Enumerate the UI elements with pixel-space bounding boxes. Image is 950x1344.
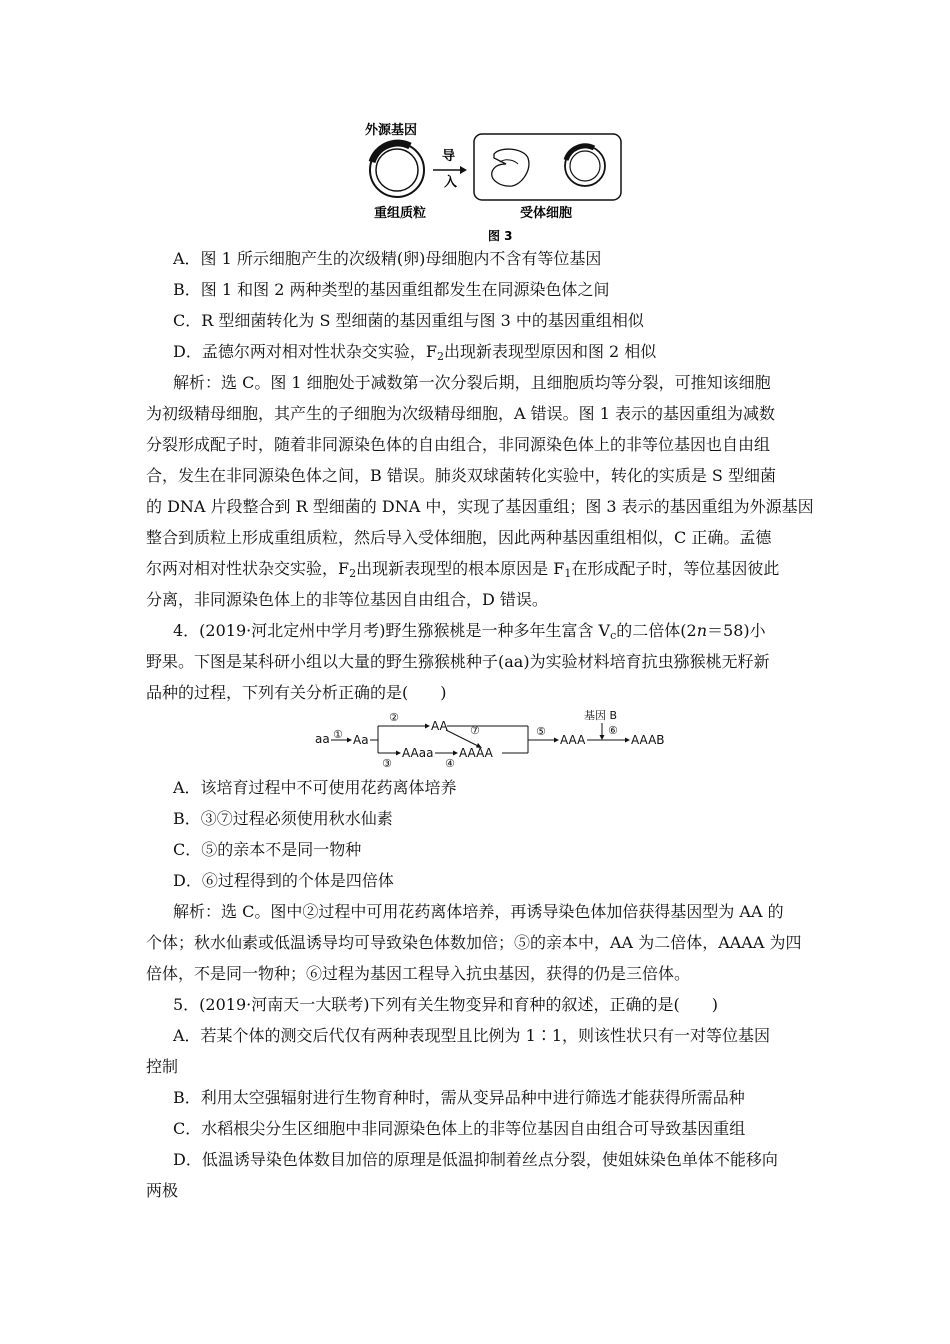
- q3-analysis-line-4: 合，发生在非同源染色体之间，B 错误。肺炎双球菌转化实验中，转化的实质是 S 型细菌: [146, 466, 776, 485]
- q4-option-d: D．⑥过程得到的个体是四倍体: [173, 871, 394, 890]
- diagram-arrow-3-head: [396, 751, 401, 756]
- q4-analysis-line-3: 倍体，不是同一物种；⑥过程为基因工程导入抗虫基因，获得的仍是三倍体。: [146, 964, 691, 983]
- diagram-step-6: ⑥: [608, 724, 618, 737]
- q3-analysis-line-2: 为初级精母细胞，其产生的子细胞为次级精母细胞，A 错误。图 1 表示的基因重组为减数: [146, 404, 775, 423]
- q3-analysis-line-6: 整合到质粒上形成重组质粒，然后导入受体细胞，因此两种基因重组相似，C 正确。孟德: [146, 528, 772, 547]
- import-label-top: 导: [442, 149, 456, 164]
- recombinant-plasmid-inner: [376, 149, 418, 191]
- exogenous-gene-label: 外源基因: [365, 123, 418, 138]
- diagram-arrow-2-head: [425, 724, 430, 729]
- figure-3-caption: 图 3: [488, 229, 513, 243]
- q5-option-b: B．利用太空强辐射进行生物育种时，需从变异品种中进行筛选才能获得所需品种: [173, 1088, 745, 1107]
- diagram-arrow-6-head: [625, 738, 630, 743]
- diagram-step-2: ②: [389, 711, 399, 724]
- diagram-Aa: Aa: [353, 733, 369, 747]
- recipient-cell-chromosome: [492, 149, 529, 186]
- q3-option-c: C．R 型细菌转化为 S 型细菌的基因重组与图 3 中的基因重组相似: [173, 311, 644, 330]
- diagram-arrow-4-head: [453, 751, 458, 756]
- q4-option-c: C．⑤的亲本不是同一物种: [173, 840, 362, 859]
- diagram-AAaa: AAaa: [402, 746, 434, 760]
- q5-option-d-line-1: D．低温诱导染色体数目加倍的原理是低温抑制着丝点分裂，使姐妹染色单体不能移向: [173, 1150, 778, 1169]
- plasmid-in-cell-inner: [570, 151, 600, 181]
- q5-option-c: C．水稻根尖分生区细胞中非同源染色体上的非等位基因自由组合可导致基因重组: [173, 1119, 746, 1138]
- diagram-AAAB: AAAB: [631, 733, 665, 747]
- recipient-cell-label: 受体细胞: [520, 206, 573, 221]
- diagram-step-1: ①: [333, 728, 343, 741]
- q4-option-a: A．该培育过程中不可使用花药离体培养: [173, 778, 457, 797]
- diagram-gene-B: 基因 B: [584, 709, 618, 722]
- diagram-aa: aa: [315, 732, 330, 746]
- q3-analysis-line-3: 分裂形成配子时，随着非同源染色体的自由组合，非同源染色体上的非等位基因也自由组: [146, 435, 771, 454]
- import-label-bottom: 入: [444, 175, 458, 190]
- q4-stem-line-1: 4．(2019·河北定州中学月考)野生猕猴桃是一种多年生富含 $V_c$的二倍体(2n＝58)小: [173, 621, 766, 642]
- q4-stem-line-2: 野果。下图是某科研小组以大量的野生猕猴桃种子(aa)为实验材料培育抗虫猕猴桃无籽新: [146, 652, 770, 671]
- q3-option-a: A．图 1 所示细胞产生的次级精(卵)母细胞内不含有等位基因: [173, 249, 602, 268]
- q5-option-a-line-1: A．若某个体的测交后代仅有两种表现型且比例为 1∶1，则该性状只有一对等位基因: [173, 1026, 771, 1045]
- q5-option-a-line-2: 控制: [146, 1057, 179, 1076]
- q3-option-d: D．孟德尔两对相对性状杂交实验，$F_2$出现新表现型原因和图 2 相似: [173, 342, 657, 363]
- q3-analysis-line-1: 解析：选 C。图 1 细胞处于减数第一次分裂后期，且细胞质均等分裂，可推知该细胞: [173, 373, 771, 392]
- diagram-step-4: ④: [445, 757, 455, 770]
- diagram-arrow-1-head: [347, 738, 352, 743]
- diagram-arrow-6-vertical-head: [600, 735, 605, 740]
- exogenous-gene-segment: [372, 143, 410, 162]
- import-arrow-head: [460, 166, 467, 174]
- diagram-step-5: ⑤: [536, 725, 546, 738]
- diagram-step-7: ⑦: [470, 724, 480, 737]
- q4-analysis-line-2: 个体；秋水仙素或低温诱导均可导致染色体数加倍；⑤的亲本中，AA 为二倍体，AAAA 为四: [146, 933, 802, 952]
- plasmid-in-cell-gene-segment: [566, 146, 594, 160]
- q5-option-d-line-2: 两极: [146, 1181, 179, 1200]
- diagram-arrow-5-head: [554, 738, 559, 743]
- q3-analysis-line-8: 分离，非同源染色体上的非等位基因自由组合，D 错误。: [146, 590, 548, 609]
- q4-stem-line-3: 品种的过程，下列有关分析正确的是( ): [146, 683, 447, 702]
- recombinant-plasmid-label: 重组质粒: [374, 206, 427, 221]
- diagram-step-3: ③: [382, 757, 392, 770]
- diagram-AAAA: AAAA: [459, 746, 493, 760]
- q4-analysis-line-1: 解析：选 C。图中②过程中可用花药离体培养，再诱导染色体加倍获得基因型为 AA 的: [173, 902, 784, 921]
- q5-stem: 5．(2019·河南天一大联考)下列有关生物变异和育种的叙述，正确的是( ): [173, 995, 718, 1014]
- q3-analysis-line-7: 尔两对相对性状杂交实验，$F_2$出现新表现型的根本原因是 $F_1$在形成配子时，等位基因彼此: [146, 559, 780, 580]
- q3-analysis-line-5: 的 DNA 片段整合到 R 型细菌的 DNA 中，实现了基因重组；图 3 表示的基因重组为外源基因: [146, 497, 814, 516]
- q3-option-b: B．图 1 和图 2 两种类型的基因重组都发生在同源染色体之间: [173, 280, 610, 299]
- q4-option-b: B．③⑦过程必须使用秋水仙素: [173, 809, 393, 828]
- diagram-AAA: AAA: [560, 733, 586, 747]
- diagram-AA: AA: [431, 719, 448, 733]
- breeding-process-diagram: [312, 708, 674, 770]
- figure-3-diagram: [360, 118, 640, 244]
